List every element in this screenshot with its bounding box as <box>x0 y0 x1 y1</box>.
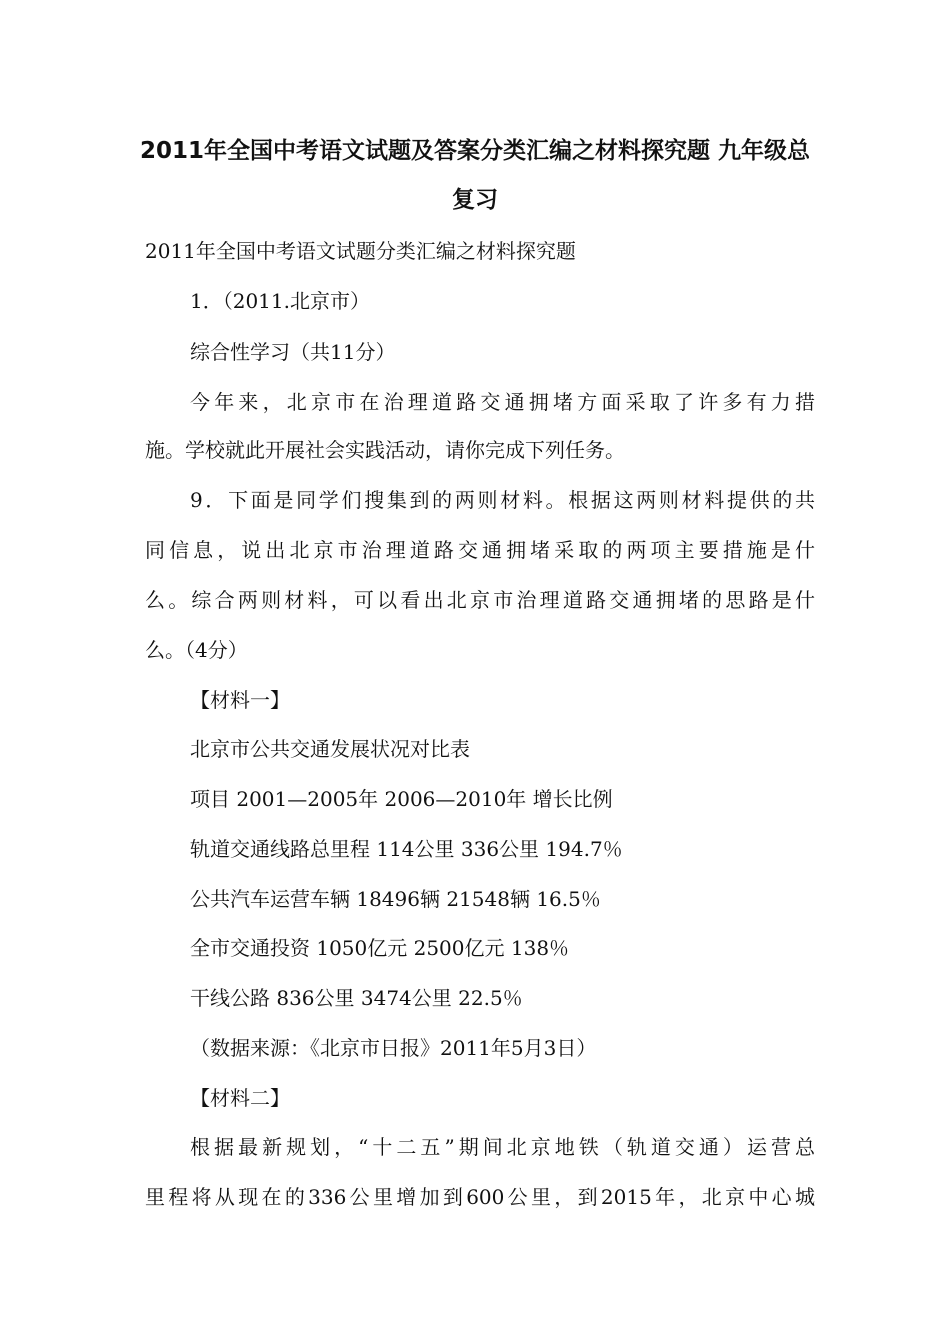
question-number: 1．（2011.北京市） <box>190 289 370 313</box>
table-title: 北京市公共交通发展状况对比表 <box>190 737 470 761</box>
document-title-line-1: 2011年全国中考语文试题及答案分类汇编之材料探究题 九年级总 <box>139 138 811 164</box>
table-row-rail: 轨道交通线路总里程 114公里 336公里 194.7％ <box>190 837 623 861</box>
table-row-highway: 干线公路 836公里 3474公里 22.5％ <box>190 986 523 1010</box>
document-title-line-2: 复习 <box>452 187 498 213</box>
document-subtitle: 2011年全国中考语文试题分类汇编之材料探究题 <box>145 239 576 263</box>
question-9-line-3: 么。综合两则材料，可以看出北京市治理道路交通拥堵的思路是什 <box>145 588 815 612</box>
table-row-investment: 全市交通投资 1050亿元 2500亿元 138％ <box>190 936 570 960</box>
data-source-note: （数据来源：《北京市日报》2011年5月3日） <box>190 1036 597 1060</box>
question-9-line-2: 同信息，说出北京市治理道路交通拥堵采取的两项主要措施是什 <box>145 538 815 562</box>
intro-line-1: 今年来，北京市在治理道路交通拥堵方面采取了许多有力措 <box>190 390 815 414</box>
question-9-line-4: 么。（4分） <box>145 638 248 662</box>
section-heading: 综合性学习（共11分） <box>190 340 396 364</box>
table-row-bus: 公共汽车运营车辆 18496辆 21548辆 16.5％ <box>190 887 601 911</box>
intro-line-2: 施。学校就此开展社会实践活动，请你完成下列任务。 <box>145 438 625 462</box>
material-2-heading: 【材料二】 <box>190 1086 290 1110</box>
question-9-line-1: 9．下面是同学们搜集到的两则材料。根据这两则材料提供的共 <box>190 488 815 512</box>
material-2-line-1: 根据最新规划，“十二五”期间北京地铁（轨道交通）运营总 <box>190 1135 815 1159</box>
table-row-header: 项目 2001—2005年 2006—2010年 增长比例 <box>190 787 613 811</box>
material-1-heading: 【材料一】 <box>190 688 290 712</box>
material-2-line-2: 里程将从现在的336公里增加到600公里，到2015年，北京中心城 <box>145 1185 815 1209</box>
